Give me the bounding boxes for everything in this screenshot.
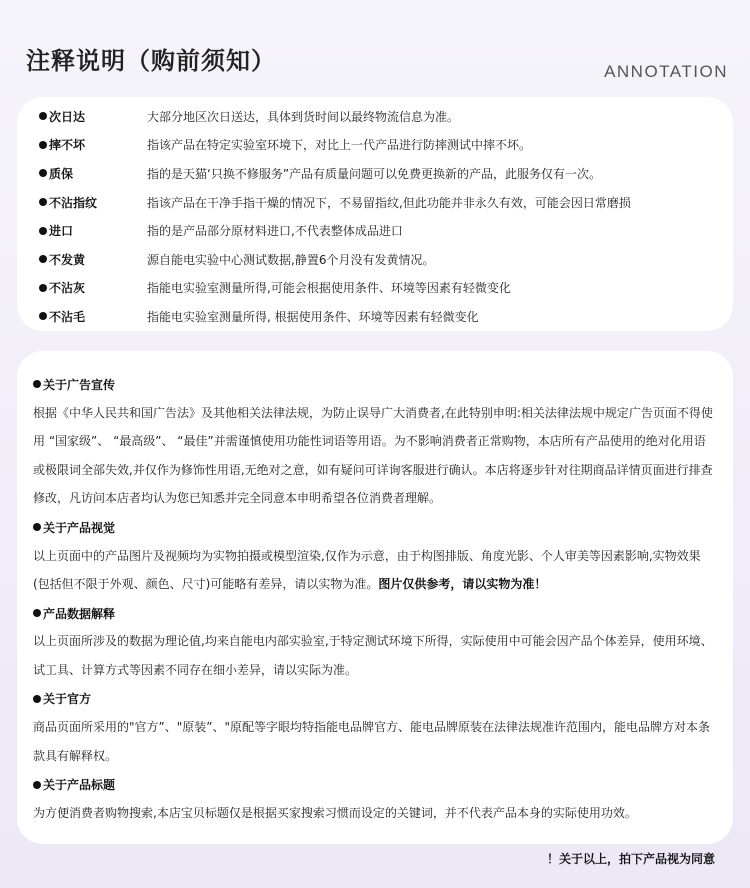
bullet-dot-icon bbox=[33, 380, 41, 388]
bullet-dot-icon bbox=[39, 141, 47, 149]
terms-card bbox=[17, 97, 733, 331]
bullet-dot-icon bbox=[39, 112, 47, 120]
bullet-dot-icon bbox=[33, 781, 41, 789]
section-bold-note: 图片仅供参考，请以实物为准！ bbox=[378, 577, 547, 592]
section-heading-official: 关于官方 bbox=[33, 685, 717, 714]
term-desc: 指的是产品部分原材料进口,不代表整体成品进口 bbox=[147, 224, 403, 239]
bullet-dot-icon bbox=[39, 255, 47, 263]
notice-card bbox=[17, 351, 733, 844]
term-label: 不沾灰 bbox=[49, 281, 86, 296]
bullet-dot-icon bbox=[39, 227, 47, 235]
section-text-ad: 根据《中华人民共和国广告法》及其他相关法律法规，为防止误导广大消费者,在此特别申明:相关法律法规中规定广告页面不得使用 “国家级”、 “最高级”、 “最佳”并需谨慎使用功能性词语等用语。为不影响消费者正常购物，本店所有产品使用的绝对化用语或极限词全部失效,并仅作为修饰性用语,无绝对之意，如有疑问可详询客服进行确认。本店将逐步针对往期商品详情页面进行排查修改，凡访问本店者均认为您已知悉并完全同意本申明希望各位消费者理解。 bbox=[33, 405, 713, 506]
term-label: 质保 bbox=[49, 166, 74, 181]
section-heading-data: 产品数据解释 bbox=[33, 599, 717, 628]
section-text-visual: 以上页面中的产品图片及视频均为实物拍摄或模型渲染,仅作为示意，由于构图排版、角度光影、个人审美等因素影响,实物效果(包括但不限于外观、颜色、尺寸)可能略有差异，请以实物为准。图片仅供参考，请以实物为准！ bbox=[33, 548, 701, 592]
term-label: 不沾指纹 bbox=[49, 195, 98, 210]
term-label: 摔不坏 bbox=[49, 138, 86, 153]
term-desc: 大部分地区次日送达，具体到货时间以最终物流信息为准。 bbox=[147, 109, 460, 124]
section-heading-ad: 关于广告宣传 bbox=[33, 370, 717, 399]
bullet-dot-icon bbox=[33, 609, 41, 617]
term-label: 不发黄 bbox=[49, 252, 86, 267]
term-row bbox=[17, 216, 733, 245]
term-row bbox=[17, 245, 733, 274]
term-row bbox=[17, 302, 733, 331]
section-text-official: 商品页面所采用的"官方”、"原装”、"原配等字眼均特指能电品牌官方、能电品牌原装在法律法规准许范围内，能电品牌方对本条款具有解释权。 bbox=[33, 720, 710, 763]
bullet-dot-icon bbox=[39, 169, 47, 177]
term-row bbox=[17, 131, 733, 160]
section-text-title: 为方便消费者购物搜索,本店宝贝标题仅是根据买家搜索习惯而设定的关键词，并不代表产品本身的实际使用功效。 bbox=[33, 805, 637, 820]
term-label: 次日达 bbox=[49, 109, 86, 124]
term-desc: 指能电实验室测量所得,可能会根据使用条件、环境等因素有轻微变化 bbox=[147, 281, 511, 296]
bullet-dot-icon bbox=[33, 695, 41, 703]
term-row bbox=[17, 102, 733, 131]
term-desc: 源自能电实验中心测试数据,静置6个月没有发黄情况。 bbox=[147, 252, 435, 267]
section-heading-visual: 关于产品视觉 bbox=[33, 513, 717, 542]
term-desc: 指能电实验室测量所得, 根据使用条件、环境等因素有轻微变化 bbox=[147, 309, 479, 324]
term-row bbox=[17, 274, 733, 303]
footer-note: ！关于以上，拍下产品视为同意 bbox=[546, 852, 715, 866]
term-row bbox=[17, 159, 733, 188]
term-label: 进口 bbox=[49, 224, 74, 239]
bullet-dot-icon bbox=[39, 312, 47, 320]
section-text-data: 以上页面所涉及的数据为理论值,均来自能电内部实验室,于特定测试环境下所得，实际使用中可能会因产品个体差异，使用环境、试工具、计算方式等因素不同存在细小差异，请以实际为准。 bbox=[33, 634, 713, 677]
page-title: 注释说明（购前须知） bbox=[26, 47, 276, 75]
bullet-dot-icon bbox=[39, 198, 47, 206]
term-row bbox=[17, 188, 733, 217]
term-desc: 指的是天猫‘只换不修服务”产品有质量问题可以免费更换新的产品，此服务仅有一次。 bbox=[147, 166, 602, 181]
bullet-dot-icon bbox=[39, 284, 47, 292]
term-label: 不沾毛 bbox=[49, 309, 86, 324]
term-desc: 指该产品在干净手指干燥的情况下，不易留指纹,但此功能并非永久有效，可能会因日常磨损 bbox=[147, 195, 631, 210]
bullet-dot-icon bbox=[33, 523, 41, 531]
header bbox=[0, 0, 750, 96]
term-desc: 指该产品在特定实验室环境下，对比上一代产品进行防摔测试中摔不坏。 bbox=[147, 138, 532, 153]
page-subtitle: ANNOTATION bbox=[604, 62, 728, 81]
section-heading-title: 关于产品标题 bbox=[33, 770, 717, 799]
